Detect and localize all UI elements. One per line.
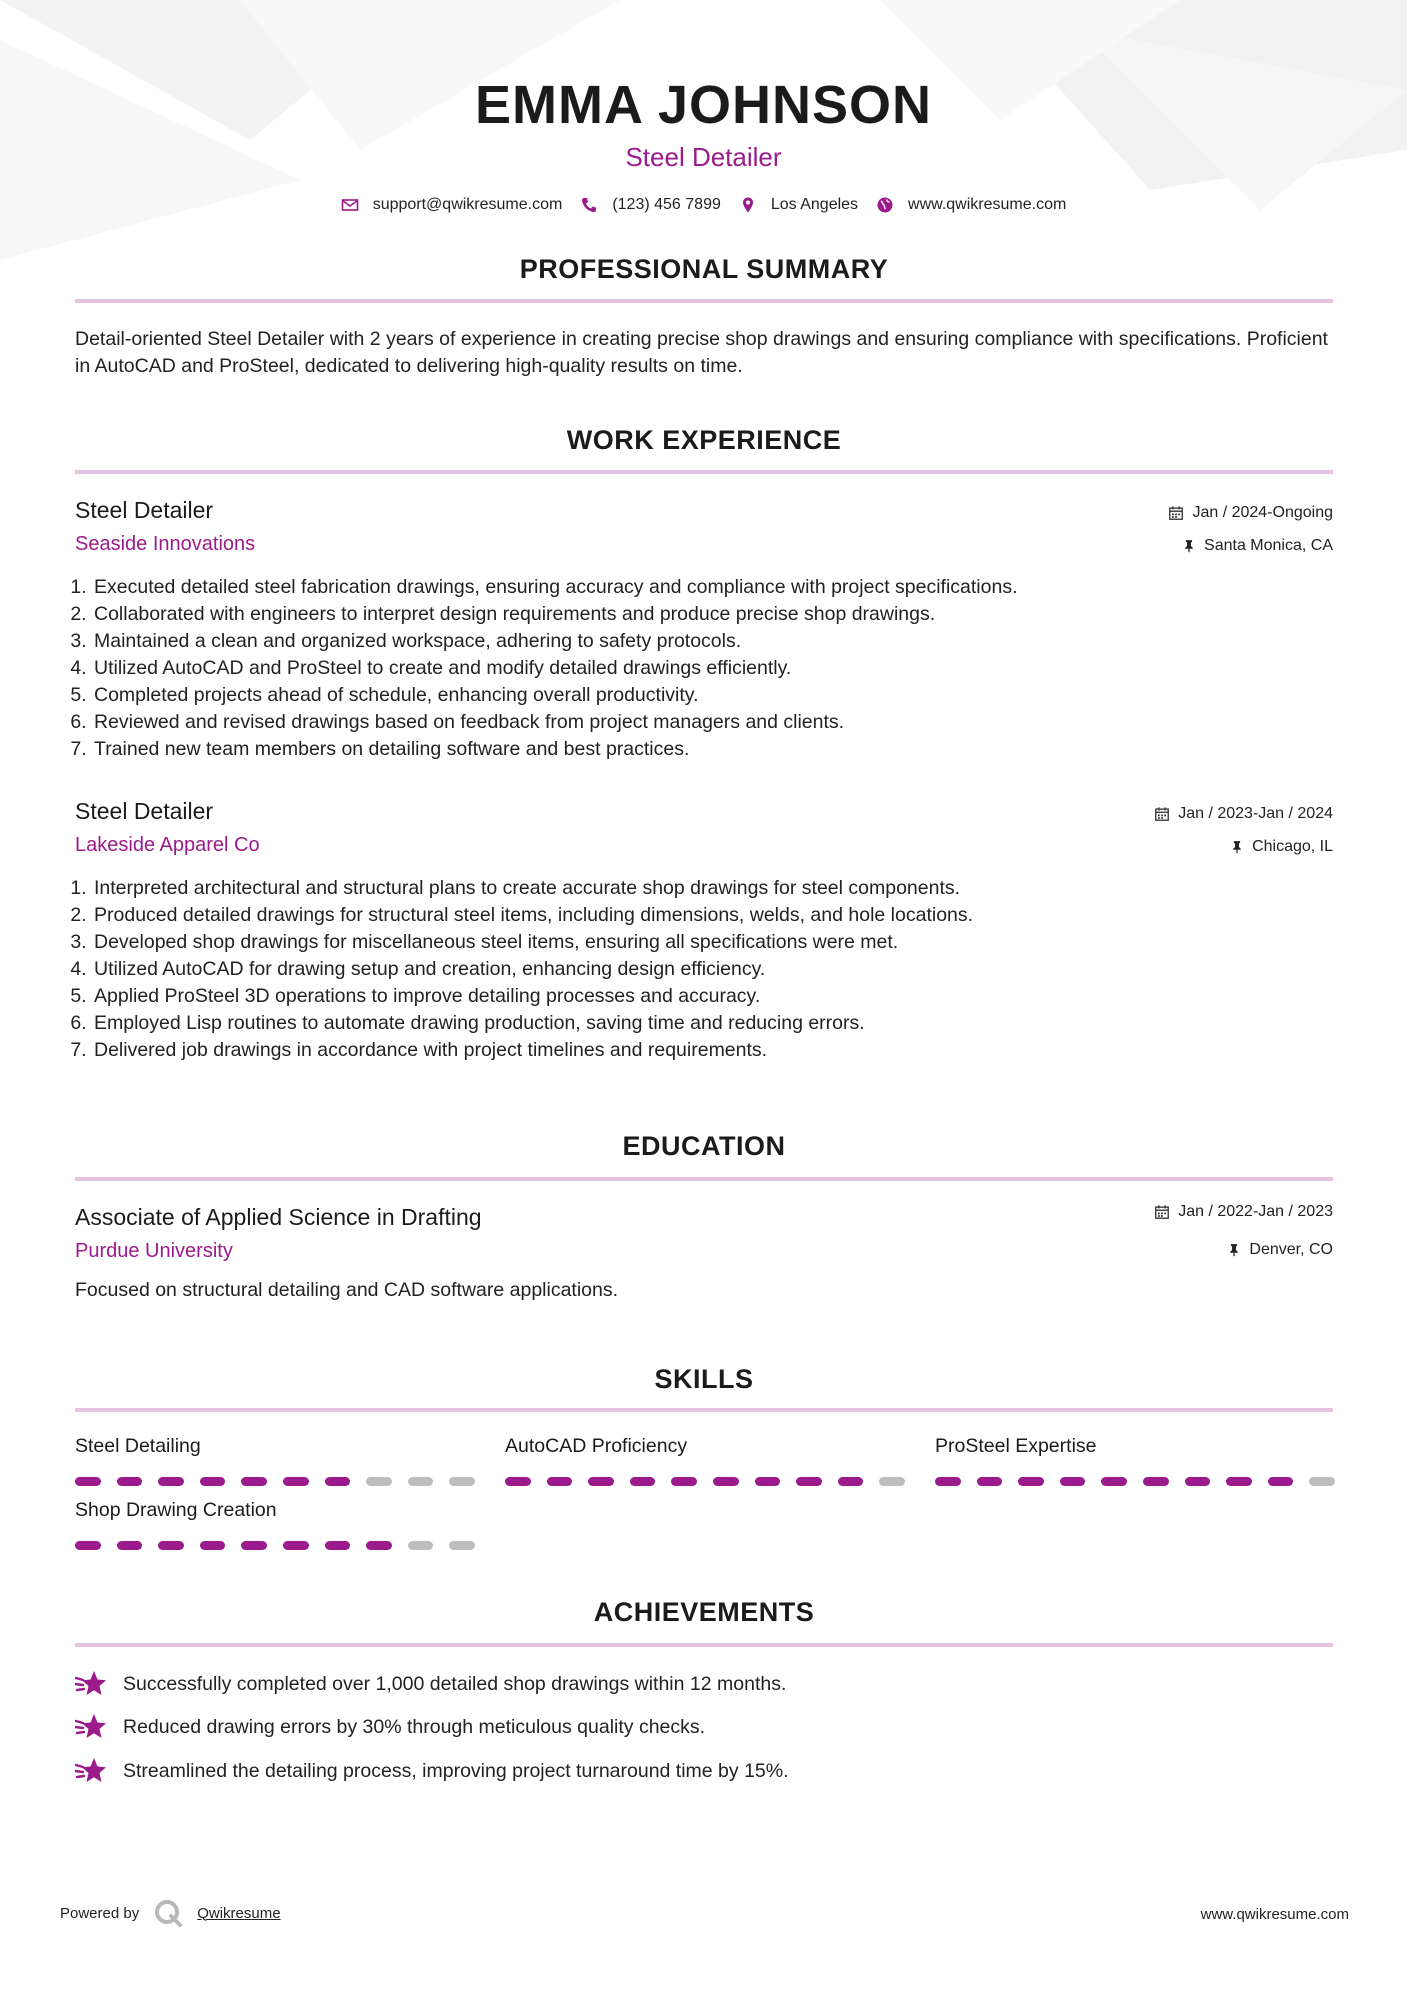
map-pin-icon [739,196,757,214]
rating-dot-filled [1226,1477,1252,1486]
footer-powered-by [60,1898,281,1928]
job-location-text: Santa Monica, CA [1204,537,1333,554]
list-item: 2. Collaborated with engineers to interpret design requirements and produce precise shop drawings. [92,601,1342,628]
rating-dot-filled [1101,1477,1127,1486]
list-item: 1. Interpreted architectural and structural plans to create accurate shop drawings for steel components. [92,875,1342,902]
skills-divider [75,1408,1333,1412]
education-location [1227,1241,1333,1259]
skill-rating [505,1477,905,1486]
achievement-text: Streamlined the detailing process, improving project turnaround time by 15%. [123,1759,789,1782]
rating-dot-filled [117,1541,143,1550]
rating-dot-filled [1060,1477,1086,1486]
rating-dot-empty [449,1541,475,1550]
education-divider [75,1177,1333,1181]
rating-dot-filled [241,1477,267,1486]
job-location-text: Chicago, IL [1252,838,1333,855]
rating-dot-filled [366,1541,392,1550]
contact-bar [0,196,1407,214]
candidate-name: EMMA JOHNSON [474,75,933,135]
envelope-icon [341,196,359,214]
phone-text[interactable]: (123) 456 7899 [612,196,721,213]
skill-item [75,1435,475,1486]
resume-header [0,70,1407,214]
rating-dot-empty [408,1541,434,1550]
job-location [1182,537,1333,555]
list-item: 3. Maintained a clean and organized workspace, adhering to safety protocols. [92,628,1342,655]
rating-dot-filled [755,1477,781,1486]
rating-dot-empty [879,1477,905,1486]
brand-link[interactable]: Qwikresume [197,1904,281,1922]
list-item: 4. Utilized AutoCAD for drawing setup and creation, enhancing design efficiency. [92,956,1342,983]
contact-website[interactable] [876,196,1066,214]
skill-name: ProSteel Expertise [935,1435,1097,1457]
pushpin-icon [1230,840,1244,854]
contact-location [739,196,858,214]
education-date [1154,1203,1333,1221]
experience-divider [75,470,1333,474]
summary-text: Detail-oriented Steel Detailer with 2 years of experience in creating precise shop drawings and ensuring compliance with specifications. Proficient in AutoCAD and ProSteel, dedicated to delivering high-quality results on time. [75,328,1328,377]
rating-dot-filled [547,1477,573,1486]
rating-dot-filled [671,1477,697,1486]
star-icon [75,1670,107,1698]
rating-dot-filled [117,1477,143,1486]
degree-title: Associate of Applied Science in Drafting [75,1204,482,1230]
rating-dot-filled [200,1477,226,1486]
qwikresume-logo-icon [153,1898,183,1928]
job-company: Lakeside Apparel Co [75,834,260,856]
rating-dot-filled [630,1477,656,1486]
rating-dot-filled [1268,1477,1294,1486]
candidate-role: Steel Detailer [625,142,782,172]
skill-item [935,1435,1335,1486]
rating-dot-filled [75,1541,101,1550]
summary-heading: PROFESSIONAL SUMMARY [519,254,889,284]
job-bullets [70,875,1342,1064]
footer-website[interactable]: www.qwikresume.com [1200,1906,1349,1923]
job-company: Seaside Innovations [75,533,256,555]
skill-rating [75,1541,475,1550]
location-text: Los Angeles [770,196,859,213]
star-icon [75,1713,107,1741]
achievement-item [75,1713,705,1741]
job-date-text: Jan / 2024-Ongoing [1192,504,1333,521]
achievement-item [75,1670,786,1698]
rating-dot-empty [449,1477,475,1486]
rating-dot-filled [158,1541,184,1550]
job-bullets [70,574,1342,763]
rating-dot-filled [796,1477,822,1486]
rating-dot-filled [241,1541,267,1550]
rating-dot-filled [1143,1477,1169,1486]
skill-name: AutoCAD Proficiency [505,1435,688,1457]
summary-divider [75,299,1333,303]
rating-dot-filled [713,1477,739,1486]
star-icon [75,1757,107,1785]
pushpin-icon [1227,1243,1241,1257]
skill-item [505,1435,905,1486]
achievements-divider [75,1643,1333,1647]
achievement-item [75,1757,789,1785]
list-item: 7. Delivered job drawings in accordance with project timelines and requirements. [92,1037,1342,1064]
skill-rating [75,1477,475,1486]
list-item: 6. Employed Lisp routines to automate drawing production, saving time and reducing errors. [92,1010,1342,1037]
rating-dot-filled [325,1477,351,1486]
rating-dot-filled [283,1477,309,1486]
achievements-heading: ACHIEVEMENTS [593,1597,815,1627]
email-text[interactable]: support@qwikresume.com [372,196,563,213]
education-description: Focused on structural detailing and CAD software applications. [75,1279,619,1301]
skills-heading: SKILLS [654,1364,754,1394]
rating-dot-filled [505,1477,531,1486]
contact-email[interactable] [341,196,563,214]
rating-dot-filled [588,1477,614,1486]
job-date [1154,805,1333,823]
experience-heading: WORK EXPERIENCE [566,425,842,455]
rating-dot-filled [200,1541,226,1550]
skill-name: Shop Drawing Creation [75,1499,277,1521]
achievement-text: Successfully completed over 1,000 detailed shop drawings within 12 months. [123,1672,787,1695]
rating-dot-empty [1309,1477,1335,1486]
school-name: Purdue University [75,1240,233,1262]
rating-dot-empty [408,1477,434,1486]
rating-dot-filled [325,1541,351,1550]
phone-icon [580,196,598,214]
skill-item [75,1499,475,1550]
rating-dot-filled [158,1477,184,1486]
education-location-text: Denver, CO [1249,1241,1333,1258]
education-date-text: Jan / 2022-Jan / 2023 [1178,1203,1333,1220]
achievement-text: Reduced drawing errors by 30% through meticulous quality checks. [123,1715,706,1738]
pushpin-icon [1182,539,1196,553]
skill-rating [935,1477,1335,1486]
rating-dot-filled [977,1477,1003,1486]
powered-by-text: Powered by [60,1904,140,1922]
rating-dot-filled [283,1541,309,1550]
list-item: 3. Developed shop drawings for miscellaneous steel items, ensuring all specifications were met. [92,929,1342,956]
rating-dot-filled [935,1477,961,1486]
job-date-text: Jan / 2023-Jan / 2024 [1178,805,1333,822]
website-text[interactable]: www.qwikresume.com [908,196,1067,213]
rating-dot-filled [1185,1477,1211,1486]
globe-icon [876,196,894,214]
contact-phone[interactable] [580,196,721,214]
list-item: 4. Utilized AutoCAD and ProSteel to create and modify detailed drawings efficiently. [92,655,1342,682]
list-item: 2. Produced detailed drawings for structural steel items, including dimensions, welds, and hole locations. [92,902,1342,929]
job-title: Steel Detailer [75,798,214,824]
list-item: 7. Trained new team members on detailing software and best practices. [92,736,1342,763]
job-location [1230,838,1333,856]
education-heading: EDUCATION [622,1131,786,1161]
list-item: 6. Reviewed and revised drawings based on feedback from project managers and clients. [92,709,1342,736]
job-date [1168,504,1333,522]
calendar-icon [1168,505,1184,521]
rating-dot-filled [75,1477,101,1486]
rating-dot-filled [838,1477,864,1486]
list-item: 1. Executed detailed steel fabrication drawings, ensuring accuracy and compliance with project specifications. [92,574,1342,601]
list-item: 5. Completed projects ahead of schedule, enhancing overall productivity. [92,682,1342,709]
skill-name: Steel Detailing [75,1435,201,1457]
list-item: 5. Applied ProSteel 3D operations to improve detailing processes and accuracy. [92,983,1342,1010]
rating-dot-empty [366,1477,392,1486]
job-title: Steel Detailer [75,497,214,523]
calendar-icon [1154,806,1170,822]
calendar-icon [1154,1204,1170,1220]
rating-dot-filled [1018,1477,1044,1486]
